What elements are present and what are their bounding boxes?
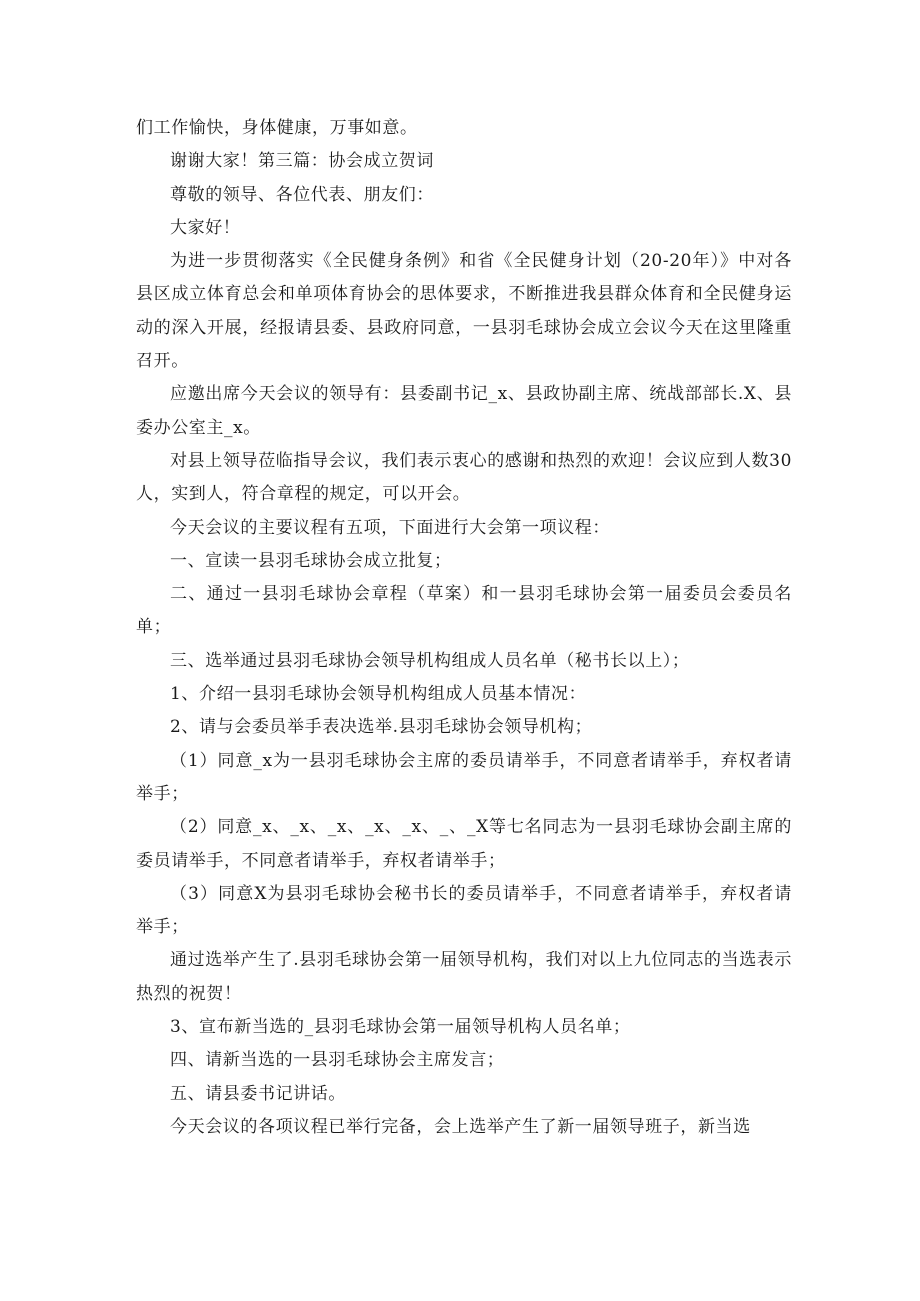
paragraph-closing-wishes: 们工作愉快，身体健康，万事如意。 [136,118,418,138]
agenda-item-3: 三、选举通过县羽毛球协会领导机构组成人员名单（秘书长以上）； [170,650,690,671]
paragraph-salutation: 尊敬的领导、各位代表、朋友们： [170,184,434,205]
paragraph-opening: 为进一步贯彻落实《全民健身条例》和省《全民健身计划（20-20年）》中对各县区成立体育总会和单项体育协会的思体要求，不断推进我县群众体育和全民健身运动的深入开展，经报请县委、县政府同意，一县羽毛球协会成立会议今天在这里隆重召开。 [136,251,792,372]
agenda-subitem-3: 3、宣布新当选的_县羽毛球协会第一届领导机构人员名单； [170,1017,631,1038]
paragraph-welcome-attendance: 对县上领导莅临指导会议，我们表示衷心的感谢和热烈的欢迎！会议应到人数30人，实到人，符合章程的规定，可以开会。 [136,450,792,505]
agenda-item-4: 四、请新当选的一县羽毛球协会主席发言； [170,1050,505,1071]
agenda-item-1: 一、宣读一县羽毛球协会成立批复； [170,550,452,571]
vote-item-secretary-general: （3）同意X为县羽毛球协会秘书长的委员请举手，不同意者请举手，弃权者请举手； [136,883,792,938]
paragraph-thanks-section-title: 谢谢大家！第三篇：协会成立贺词 [170,151,434,172]
vote-item-vice-chairman: （2）同意_x、_x、_x、_x、_x、_、_X等七名同志为一县羽毛球协会副主席的委员请举手，不同意者请举手，弃权者请举手； [136,817,792,871]
agenda-subitem-2: 2、请与会委员举手表决选举.县羽毛球协会领导机构； [170,717,593,738]
paragraph-agenda-intro: 今天会议的主要议程有五项，下面进行大会第一项议程： [170,517,610,538]
paragraph-election-result: 通过选举产生了.县羽毛球协会第一届领导机构，我们对以上九位同志的当选表示热烈的祝贺！ [136,950,793,1004]
agenda-item-2: 二、通过一县羽毛球协会章程（草案）和一县羽毛球协会第一届委员会委员名单； [136,584,792,638]
paragraph-meeting-conclusion: 今天会议的各项议程已举行完备，会上选举产生了新一届领导班子，新当选 [170,1116,751,1137]
agenda-item-5: 五、请县委书记讲话。 [170,1083,346,1104]
paragraph-attending-leaders: 应邀出席今天会议的领导有：县委副书记_x、县政协副主席、统战部部长.X、县委办公室主_x。 [136,384,792,438]
paragraph-greeting: 大家好！ [170,217,241,238]
document-body [136,112,792,1144]
vote-item-chairman: （1）同意_x为一县羽毛球协会主席的委员请举手，不同意者请举手，弃权者请举手； [136,750,792,804]
agenda-subitem-1: 1、介绍一县羽毛球协会领导机构组成人员基本情况： [170,684,587,705]
